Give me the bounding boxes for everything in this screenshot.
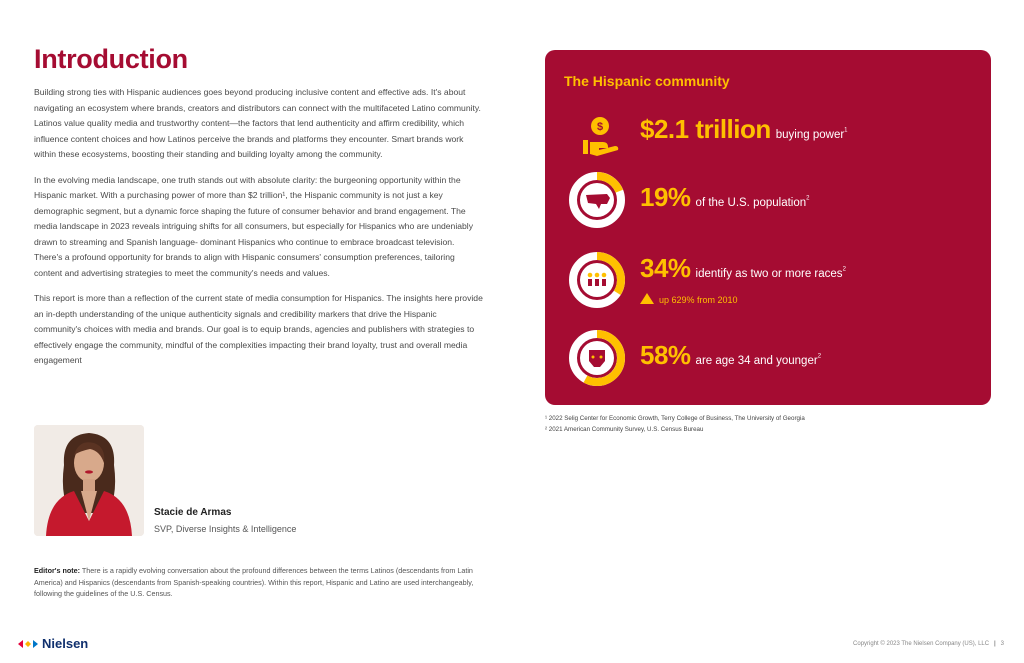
page-number: 3 [1000,641,1004,647]
hispanic-community-panel [545,50,991,405]
up-arrow-icon [640,293,654,304]
intro-paragraph: This report is more than a reflection of the current state of media consumption for Hispanics. The insights here provide an in-depth understanding of the unique authenticity signals and credibility markers that drive the Hispanic community's choices with media and brands. Our goal is to equip brands, agencies and publishers with strategies to effectively engage the community, mindful of the complexities impacting their brand loyalty, trust and overall media engagement [34,293,483,365]
money-hand-icon [567,112,627,172]
stat-buying-power [545,112,991,172]
stat-value: 58% [640,340,691,370]
brand-name: Nielsen [42,636,89,651]
author-name: Stacie de Armas [154,507,232,518]
panel-title: The Hispanic community [564,73,730,89]
footnote-ref: 1 [844,127,848,134]
editor-note [34,565,484,600]
young-person-icon [567,328,627,388]
editor-note-text: There is a rapidly evolving conversation about the profound differences between the terms Latinos (descendants from Latin America) and Hispanics (descendants from Spanish-speaking countries). Within this report, Hispanic and Latino are used interchangeably, following the guidelines of the U.S. Census. [34,566,474,598]
footnote-ref: 2 [817,353,822,360]
stat-description: are age 34 and younger [695,355,818,367]
intro-paragraph: In the evolving media landscape, one truth stands out with absolute clarity: the burgeoning opportunity within the Hispanic market. With a purchasing power of more than $2 trillion¹, the Hispanic community is not just a key demographic segment, but a dynamic force shaping the future of consumer behavior and brand engagement. The media landscape in 2023 reveals intriguing shifts for all consumers, but especially for Hispanics who are undeniably drawn to streaming and Spanish language- dominant Hispanics who continue to embrace broadcast television. There's a profound opportunity for brands to align with Hispanic consumers' consumption preferences, tailoring content and advertising strategies to meet the community's needs and values. [34,174,473,278]
nielsen-logo[interactable] [18,636,88,651]
people-group-icon [567,250,627,310]
stat-value: 34% [640,253,691,283]
stat-description: buying power [775,129,845,141]
intro-body [34,85,484,379]
footnote: ¹ 2022 Selig Center for Economic Growth, Terry College of Business, The University of Georgia [545,415,805,422]
stat-age [545,328,991,388]
usa-map-icon [567,170,627,230]
growth-text: up 629% from 2010 [659,295,738,305]
nielsen-logo-icon [18,638,38,650]
stat-value: 19% [640,182,691,212]
stat-description: of the U.S. population [695,197,807,209]
stat-value: $2.1 trillion [640,114,771,144]
author-role: SVP, Diverse Insights & Intelligence [154,524,297,534]
author-photo [34,425,144,536]
stat-population [545,170,991,230]
footnote-ref: 2 [806,195,810,202]
footnotes [545,413,805,435]
page-title: Introduction [34,44,188,74]
intro-paragraph: Building strong ties with Hispanic audiences goes beyond producing inclusive content and effective ads. It's about navigating an ecosystem where brands, creators and distributors can connect with the multifaceted Latino community. Latinos value quality media and trustworthy content—the factors that lend authenticity and affirm credibility, which influence content choices and how Latinos perceive the brands and platforms they encounter. Smart brands work within these ecosystems, boosting their standing and building loyalty among the community. [34,87,481,159]
copyright-text: Copyright © 2023 The Nielsen Company (US), LLC [853,641,990,647]
copyright [853,641,1004,647]
footnote: ² 2021 American Community Survey, U.S. Census Bureau [545,426,704,433]
footnote-ref: 2 [842,266,846,273]
svg-text:$: $ [596,121,604,133]
stat-multiracial [545,250,991,310]
stat-description: identify as two or more races [695,268,843,280]
growth-note [640,293,738,305]
editor-note-label: Editor's note: [34,566,81,575]
separator: | [994,641,996,647]
